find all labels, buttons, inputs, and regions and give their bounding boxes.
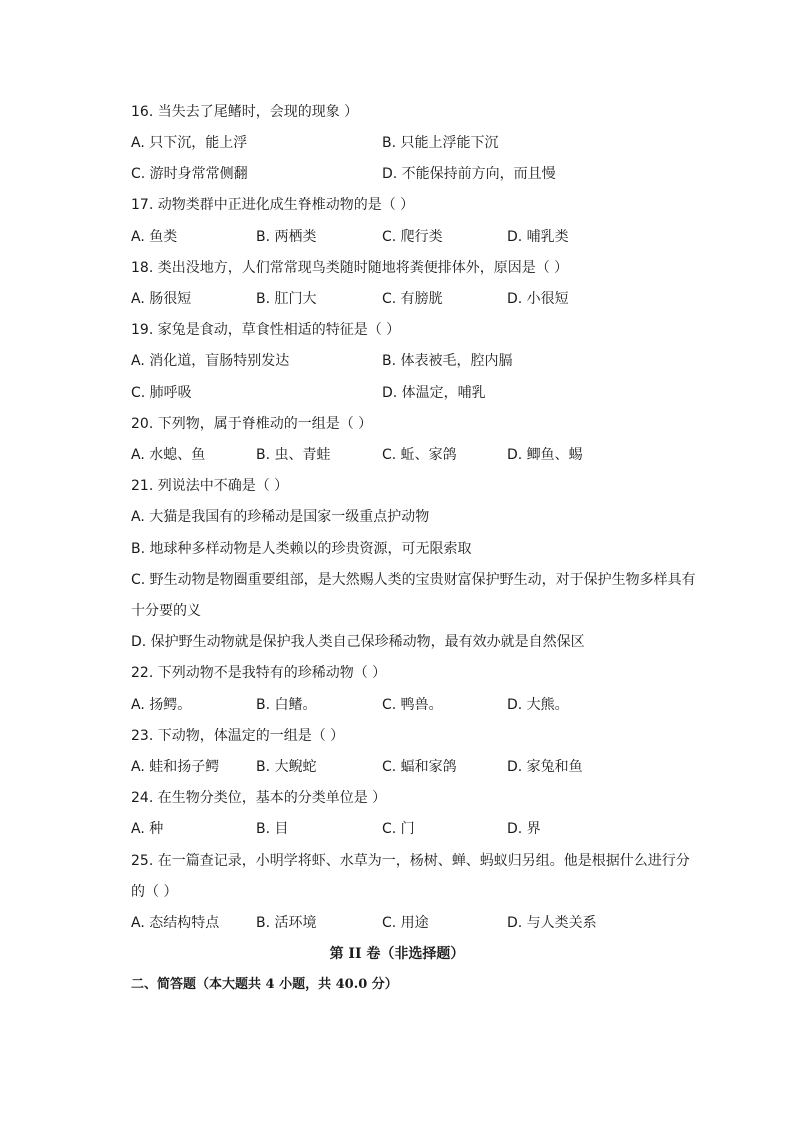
question-17-option-c: C. 爬行类 (382, 229, 443, 245)
question-24-stem: 24. 在生物分类位，基本的分类单位是 ） (131, 790, 387, 806)
question-20-option-d: D. 鲫鱼、蜴 (507, 447, 583, 463)
question-23-option-b: B. 大鲵蛇 (256, 759, 317, 775)
question-16-option-a: A. 只下沉，能上浮 (131, 135, 248, 151)
question-24-option-c: C. 门 (382, 821, 415, 837)
question-20-stem: 20. 下列物，属于脊椎动的一组是（ ） (131, 416, 373, 432)
question-18-option-a: A. 肠很短 (131, 291, 192, 307)
question-23-option-a: A. 蛙和扬子鳄 (131, 759, 220, 775)
question-20-option-b: B. 虫、青蛙 (256, 447, 331, 463)
question-22-option-a: A. 扬鳄。 (131, 697, 192, 713)
question-16-option-c: C. 游时身常常侧翻 (131, 166, 248, 182)
question-25-stem-cont: 的（ ） (131, 884, 178, 900)
question-16-option-b: B. 只能上浮能下沉 (382, 135, 499, 151)
question-21-option-c-cont: 十分要的义 (131, 603, 201, 619)
section-subtitle: 二、简答题（本大题共 4 小题，共 40.0 分） (131, 977, 398, 992)
question-19-stem: 19. 家兔是食动，草食性相适的特征是（ ） (131, 322, 401, 338)
question-18-option-b: B. 肛门大 (256, 291, 317, 307)
question-18-stem: 18. 类出没地方，人们常常现鸟类随时随地将粪便排体外，原因是（ ） (131, 260, 569, 276)
question-23-option-c: C. 蝠和家鸽 (382, 759, 457, 775)
question-25-option-d: D. 与人类关系 (507, 915, 597, 931)
question-21-option-b: B. 地球种多样动物是人类赖以的珍贵资源，可无限索取 (131, 541, 472, 557)
question-22-option-d: D. 大熊。 (507, 697, 569, 713)
question-16-option-d: D. 不能保持前方向，而且慢 (382, 166, 556, 182)
question-21-option-a: A. 大猫是我国有的珍稀动是国家一级重点护动物 (131, 509, 430, 525)
question-22-option-c: C. 鸭兽。 (382, 697, 443, 713)
section-title: 第 II 卷（非选择题） (329, 946, 465, 962)
question-19-option-a: A. 消化道，盲肠特别发达 (131, 353, 290, 369)
question-24-option-a: A. 种 (131, 821, 164, 837)
question-19-option-b: B. 体表被毛，腔内膈 (382, 353, 513, 369)
question-21-option-d: D. 保护野生动物就是保护我人类自己保珍稀动物，最有效办就是自然保区 (131, 634, 585, 650)
question-17-stem: 17. 动物类群中正进化成生脊椎动物的是（ ） (131, 197, 415, 213)
question-23-stem: 23. 下动物，体温定的一组是（ ） (131, 728, 345, 744)
question-25-option-c: C. 用途 (382, 915, 429, 931)
question-23-option-d: D. 家兔和鱼 (507, 759, 583, 775)
question-20-option-c: C. 蚯、家鸽 (382, 447, 457, 463)
question-22-option-b: B. 白鳍。 (256, 697, 317, 713)
question-24-option-d: D. 界 (507, 821, 541, 837)
question-17-option-a: A. 鱼类 (131, 229, 178, 245)
question-22-stem: 22. 下列动物不是我特有的珍稀动物（ ） (131, 665, 387, 681)
question-19-option-d: D. 体温定，哺乳 (382, 385, 486, 401)
question-17-option-b: B. 两栖类 (256, 229, 317, 245)
question-25-option-a: A. 态结构特点 (131, 915, 220, 931)
question-21-stem: 21. 列说法中不确是（ ） (131, 478, 289, 494)
question-21-option-c: C. 野生动物是物圈重要组部，是大然赐人类的宝贵财富保护野生动，对于保护生物多样具有 (131, 572, 696, 588)
question-25-stem: 25. 在一篇查记录，小明学将虾、水草为一，杨树、蝉、蚂蚁归另组。他是根据什么进行分 (131, 853, 690, 869)
question-20-option-a: A. 水螅、鱼 (131, 447, 206, 463)
question-16-stem: 16. 当失去了尾鳍时，会现的现象 ） (131, 104, 359, 120)
question-25-option-b: B. 活环境 (256, 915, 317, 931)
question-18-option-c: C. 有膀胱 (382, 291, 443, 307)
question-19-option-c: C. 肺呼吸 (131, 385, 192, 401)
question-17-option-d: D. 哺乳类 (507, 229, 569, 245)
question-18-option-d: D. 小很短 (507, 291, 569, 307)
question-24-option-b: B. 目 (256, 821, 289, 837)
